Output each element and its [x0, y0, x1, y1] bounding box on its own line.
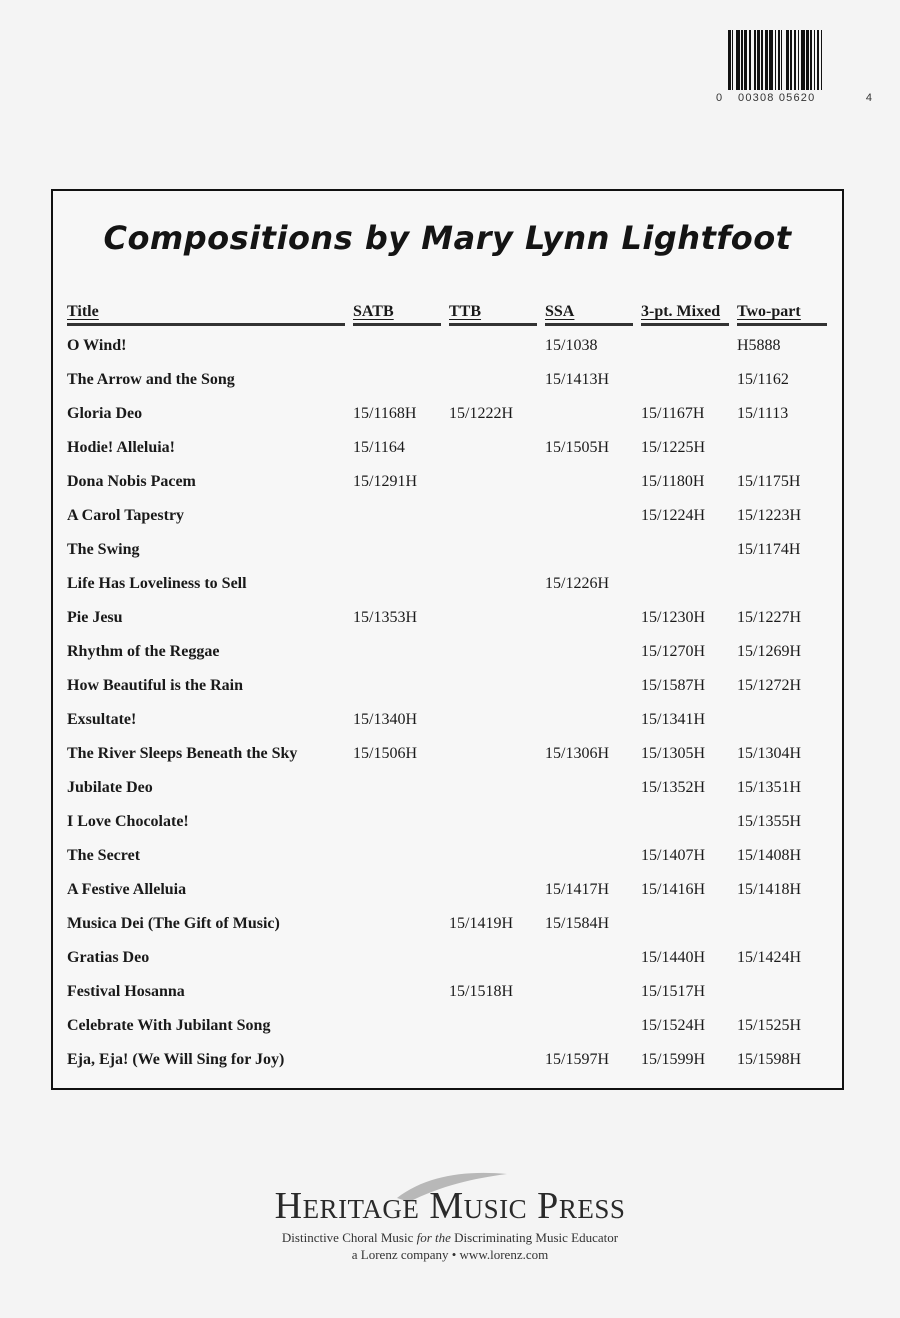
- cell-3pt-mixed: 15/1517H: [641, 983, 705, 1000]
- cell-title: O Wind!: [67, 337, 127, 354]
- cell-ttb: [449, 499, 545, 533]
- cell-3pt-mixed: 15/1167H: [641, 405, 705, 422]
- cell-title: Jubilate Deo: [67, 779, 153, 796]
- cell-ttb: [449, 635, 545, 669]
- cell-title: Gloria Deo: [67, 405, 143, 422]
- cell-satb: [353, 771, 449, 805]
- publisher-logo: [0, 1160, 900, 1263]
- header-ssa: SSA: [545, 303, 641, 329]
- cell-ssa: 15/1417H: [545, 881, 609, 898]
- barcode: [716, 30, 878, 110]
- table-row: [67, 1043, 827, 1077]
- table-row: [67, 703, 827, 737]
- cell-two-part: 15/1525H: [737, 1017, 801, 1034]
- table-row: [67, 499, 827, 533]
- cell-satb: [353, 363, 449, 397]
- cell-two-part: 15/1227H: [737, 609, 801, 626]
- cell-two-part: 15/1269H: [737, 643, 801, 660]
- cell-title: Celebrate With Jubilant Song: [67, 1017, 271, 1034]
- cell-ssa: 15/1226H: [545, 575, 609, 592]
- cell-3pt-mixed: 15/1305H: [641, 745, 705, 762]
- cell-satb: 15/1340H: [353, 711, 417, 728]
- cell-3pt-mixed: 15/1224H: [641, 507, 705, 524]
- cell-ssa: 15/1597H: [545, 1051, 609, 1068]
- cell-two-part: 15/1598H: [737, 1051, 801, 1068]
- cell-ssa: [545, 601, 641, 635]
- cell-two-part: 15/1175H: [737, 473, 801, 490]
- cell-title: Rhythm of the Reggae: [67, 643, 220, 660]
- cell-title: I Love Chocolate!: [67, 813, 189, 830]
- cell-satb: [353, 635, 449, 669]
- cell-ssa: 15/1306H: [545, 745, 609, 762]
- header-two-part: Two-part: [737, 303, 827, 329]
- cell-title: Life Has Loveliness to Sell: [67, 575, 247, 592]
- cell-ssa: 15/1505H: [545, 439, 609, 456]
- cell-ttb: [449, 941, 545, 975]
- table-row: [67, 1009, 827, 1043]
- table-row: [67, 771, 827, 805]
- header-title: Title: [67, 303, 353, 329]
- table-row: [67, 873, 827, 907]
- cell-ttb: [449, 1043, 545, 1077]
- cell-title: How Beautiful is the Rain: [67, 677, 244, 694]
- barcode-right-digit: 4: [865, 92, 872, 104]
- header-3pt-mixed: 3-pt. Mixed: [641, 303, 737, 329]
- table-row: [67, 431, 827, 465]
- cell-title: The River Sleeps Beneath the Sky: [67, 745, 298, 762]
- cell-ttb: 15/1518H: [449, 983, 513, 1000]
- cell-two-part: 15/1174H: [737, 541, 801, 558]
- cell-two-part: [737, 703, 827, 737]
- table-row: [67, 465, 827, 499]
- cell-ssa: [545, 839, 641, 873]
- cell-title: The Arrow and the Song: [67, 371, 235, 388]
- cell-ttb: 15/1419H: [449, 915, 513, 932]
- cell-ssa: [545, 975, 641, 1009]
- cell-ttb: [449, 363, 545, 397]
- cell-two-part: [737, 431, 827, 465]
- cell-title: Hodie! Alleluia!: [67, 439, 175, 456]
- cell-satb: 15/1291H: [353, 473, 417, 490]
- cell-two-part: 15/1408H: [737, 847, 801, 864]
- table-row: [67, 567, 827, 601]
- cell-ssa: 15/1413H: [545, 371, 609, 388]
- cell-3pt-mixed: 15/1524H: [641, 1017, 705, 1034]
- cell-two-part: 15/1418H: [737, 881, 801, 898]
- cell-satb: [353, 567, 449, 601]
- cell-3pt-mixed: 15/1352H: [641, 779, 705, 796]
- cell-satb: 15/1168H: [353, 405, 417, 422]
- cell-3pt-mixed: 15/1270H: [641, 643, 705, 660]
- cell-satb: [353, 907, 449, 941]
- cell-ttb: [449, 737, 545, 771]
- cell-3pt-mixed: 15/1440H: [641, 949, 705, 966]
- cell-3pt-mixed: 15/1599H: [641, 1051, 705, 1068]
- compositions-table: [67, 303, 827, 1077]
- cell-satb: [353, 499, 449, 533]
- cell-two-part: [737, 907, 827, 941]
- cell-satb: [353, 669, 449, 703]
- cell-satb: 15/1353H: [353, 609, 417, 626]
- table-row: [67, 329, 827, 363]
- compositions-panel: [51, 189, 844, 1090]
- cell-ttb: [449, 431, 545, 465]
- cell-satb: [353, 1043, 449, 1077]
- cell-title: A Carol Tapestry: [67, 507, 185, 524]
- cell-two-part: 15/1351H: [737, 779, 801, 796]
- cell-ssa: [545, 771, 641, 805]
- cell-ssa: [545, 635, 641, 669]
- cell-satb: [353, 941, 449, 975]
- cell-two-part: 15/1304H: [737, 745, 801, 762]
- cell-3pt-mixed: 15/1587H: [641, 677, 705, 694]
- cell-two-part: 15/1113: [737, 405, 789, 422]
- cell-title: Gratias Deo: [67, 949, 150, 966]
- cell-3pt-mixed: [641, 363, 737, 397]
- cell-3pt-mixed: 15/1407H: [641, 847, 705, 864]
- cell-ttb: [449, 669, 545, 703]
- table-row: [67, 635, 827, 669]
- cell-two-part: 15/1162: [737, 371, 789, 388]
- table-row: [67, 363, 827, 397]
- cell-3pt-mixed: 15/1416H: [641, 881, 705, 898]
- header-satb: SATB: [353, 303, 449, 329]
- table-header-row: [67, 303, 827, 329]
- cell-ttb: [449, 873, 545, 907]
- cell-title: A Festive Alleluia: [67, 881, 187, 898]
- cell-title: Musica Dei (The Gift of Music): [67, 915, 280, 932]
- barcode-left-digit: 0: [716, 92, 723, 104]
- cell-satb: [353, 805, 449, 839]
- barcode-middle-digits: 00308 05620: [738, 92, 816, 104]
- publisher-subline: a Lorenz company • www.lorenz.com: [351, 1247, 549, 1262]
- table-row: [67, 601, 827, 635]
- cell-satb: [353, 533, 449, 567]
- cell-ssa: [545, 533, 641, 567]
- cell-two-part: [737, 567, 827, 601]
- table-row: [67, 669, 827, 703]
- cell-title: Eja, Eja! (We Will Sing for Joy): [67, 1051, 285, 1068]
- cell-ttb: [449, 805, 545, 839]
- cell-ttb: [449, 703, 545, 737]
- table-row: [67, 839, 827, 873]
- cell-ssa: [545, 1009, 641, 1043]
- cell-two-part: [737, 975, 827, 1009]
- cell-3pt-mixed: [641, 907, 737, 941]
- cell-ssa: 15/1038: [545, 337, 598, 354]
- table-row: [67, 397, 827, 431]
- cell-title: Dona Nobis Pacem: [67, 473, 196, 490]
- cell-satb: 15/1506H: [353, 745, 417, 762]
- cell-3pt-mixed: [641, 329, 737, 363]
- cell-satb: [353, 839, 449, 873]
- cell-ttb: 15/1222H: [449, 405, 513, 422]
- cell-ttb: [449, 839, 545, 873]
- cell-title: Exsultate!: [67, 711, 137, 728]
- table-row: [67, 533, 827, 567]
- cell-ssa: [545, 703, 641, 737]
- cell-satb: [353, 329, 449, 363]
- cell-ssa: [545, 669, 641, 703]
- cell-ttb: [449, 329, 545, 363]
- cell-3pt-mixed: 15/1225H: [641, 439, 705, 456]
- table-row: [67, 907, 827, 941]
- publisher-tagline: Distinctive Choral Music for the Discriminating Music Educator: [281, 1230, 619, 1245]
- cell-ssa: [545, 397, 641, 431]
- cell-two-part: 15/1223H: [737, 507, 801, 524]
- cell-two-part: 15/1424H: [737, 949, 801, 966]
- cell-ssa: [545, 805, 641, 839]
- publisher-name: Heritage Music Press: [274, 1185, 626, 1227]
- cell-ttb: [449, 771, 545, 805]
- header-ttb: TTB: [449, 303, 545, 329]
- cell-ttb: [449, 567, 545, 601]
- cell-ssa: 15/1584H: [545, 915, 609, 932]
- table-row: [67, 805, 827, 839]
- cell-3pt-mixed: 15/1180H: [641, 473, 705, 490]
- cell-two-part: 15/1272H: [737, 677, 801, 694]
- panel-title: Compositions by Mary Lynn Lightfoot: [103, 219, 792, 257]
- cell-satb: [353, 975, 449, 1009]
- table-row: [67, 737, 827, 771]
- cell-two-part: 15/1355H: [737, 813, 801, 830]
- table-row: [67, 975, 827, 1009]
- cell-ttb: [449, 533, 545, 567]
- cell-title: The Secret: [67, 847, 141, 864]
- cell-ssa: [545, 465, 641, 499]
- cell-two-part: H5888: [737, 337, 781, 354]
- cell-satb: [353, 873, 449, 907]
- cell-ssa: [545, 499, 641, 533]
- cell-3pt-mixed: [641, 567, 737, 601]
- cell-3pt-mixed: [641, 533, 737, 567]
- barcode-bars: [728, 30, 870, 90]
- cell-ttb: [449, 1009, 545, 1043]
- cell-3pt-mixed: 15/1341H: [641, 711, 705, 728]
- cell-satb: 15/1164: [353, 439, 405, 456]
- cell-3pt-mixed: [641, 805, 737, 839]
- cell-ttb: [449, 601, 545, 635]
- table-body: [67, 329, 827, 1077]
- cell-3pt-mixed: 15/1230H: [641, 609, 705, 626]
- cell-title: The Swing: [67, 541, 140, 558]
- cell-title: Festival Hosanna: [67, 983, 185, 1000]
- table-row: [67, 941, 827, 975]
- cell-satb: [353, 1009, 449, 1043]
- cell-title: Pie Jesu: [67, 609, 123, 626]
- cell-ssa: [545, 941, 641, 975]
- cell-ttb: [449, 465, 545, 499]
